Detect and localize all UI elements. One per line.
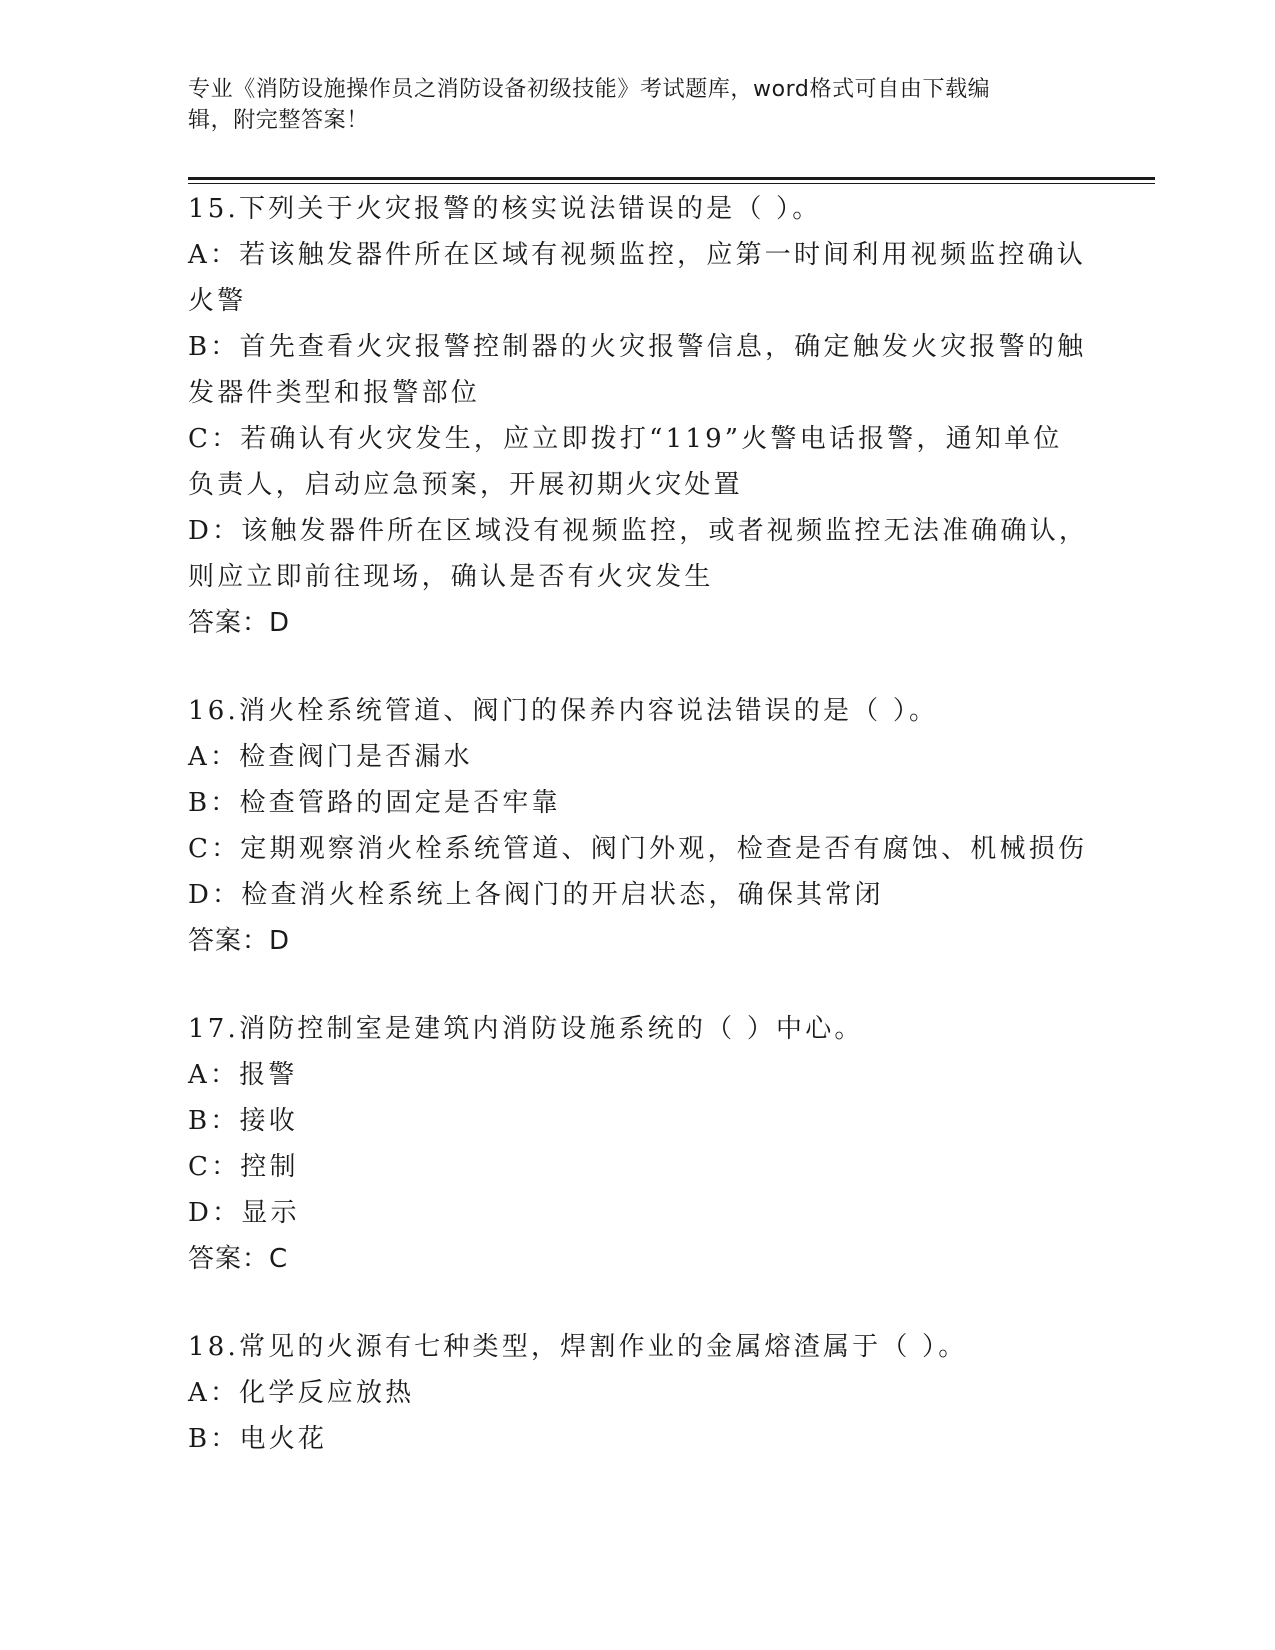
- question-stem: 16.消火栓系统管道、阀门的保养内容说法错误的是（ ）。: [188, 696, 939, 726]
- option-line: 火警: [188, 286, 247, 316]
- answer-label: 答案：D: [188, 608, 291, 638]
- option-line: A：检查阀门是否漏水: [188, 742, 473, 772]
- question-15: [188, 186, 1088, 646]
- option-line: A：若该触发器件所在区域有视频监控，应第一时间利用视频监控确认: [188, 240, 1086, 270]
- option-line: 负责人，启动应急预案，开展初期火灾处置: [188, 470, 743, 500]
- question-17: [188, 1006, 1088, 1282]
- option-line: B：接收: [188, 1106, 298, 1136]
- option-line: C：定期观察消火栓系统管道、阀门外观，检查是否有腐蚀、机械损伤: [188, 834, 1088, 864]
- option-line: C：控制: [188, 1152, 299, 1182]
- document-header: [188, 74, 1068, 136]
- header-line-1: 专业《消防设施操作员之消防设备初级技能》考试题库，word格式可自由下载编: [188, 77, 991, 102]
- option-line: 则应立即前往现场，确认是否有火灾发生: [188, 562, 714, 592]
- answer-label: 答案：D: [188, 926, 291, 956]
- option-line: D：显示: [188, 1198, 300, 1228]
- option-line: D：检查消火栓系统上各阀门的开启状态，确保其常闭: [188, 880, 884, 910]
- question-16: [188, 688, 1088, 964]
- question-18: [188, 1324, 1088, 1462]
- header-divider-thick: [188, 177, 1155, 180]
- header-line-2: 辑，附完整答案！: [188, 108, 369, 133]
- option-line: 发器件类型和报警部位: [188, 378, 481, 408]
- answer-label: 答案：C: [188, 1244, 289, 1274]
- option-line: D：该触发器件所在区域没有视频监控，或者视频监控无法准确确认，: [188, 516, 1089, 546]
- header-divider-thin: [188, 183, 1155, 184]
- option-line: C：若确认有火灾发生，应立即拨打“119”火警电话报警，通知单位: [188, 424, 1063, 454]
- question-list: [188, 186, 1088, 1504]
- option-line: B：电火花: [188, 1424, 328, 1454]
- question-stem: 15.下列关于火灾报警的核实说法错误的是（ ）。: [188, 194, 822, 224]
- option-line: B：首先查看火灾报警控制器的火灾报警信息，确定触发火灾报警的触: [188, 332, 1087, 362]
- question-stem: 18.常见的火源有七种类型，焊割作业的金属熔渣属于（ ）。: [188, 1332, 968, 1362]
- question-stem: 17.消防控制室是建筑内消防设施系统的（ ）中心。: [188, 1014, 864, 1044]
- option-line: B：检查管路的固定是否牢靠: [188, 788, 561, 818]
- option-line: A：化学反应放热: [188, 1378, 415, 1408]
- option-line: A：报警: [188, 1060, 298, 1090]
